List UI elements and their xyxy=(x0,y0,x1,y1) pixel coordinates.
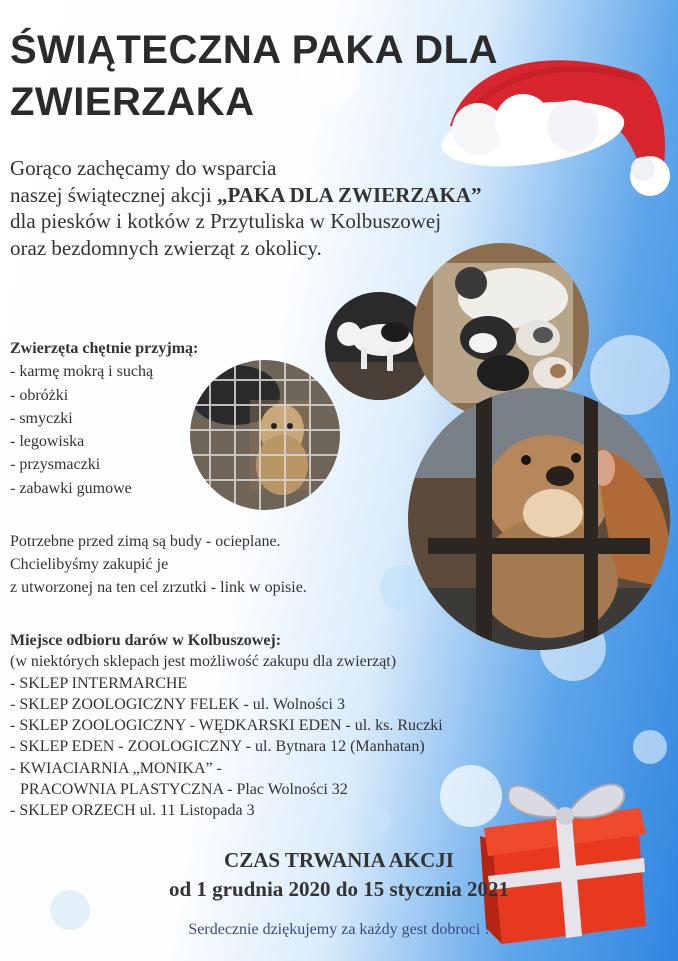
place-item: - SKLEP ZOOLOGICZNY FELEK - ul. Wolności 3 xyxy=(10,695,345,713)
intro-line-prefix: naszej świątecznej akcji xyxy=(10,182,217,207)
thanks-text: Serdecznie dziękujemy za każdy gest dobroci ! xyxy=(188,921,490,938)
place-item: - SKLEP ORZECH ul. 11 Listopada 3 xyxy=(10,802,255,820)
kennels-line: Chcielibyśmy zakupić je xyxy=(10,556,169,573)
place-item: - SKLEP EDEN - ZOOLOGICZNY - ul. Bytnara 12 (Manhatan) xyxy=(10,738,425,756)
needs-item: - smyczki xyxy=(10,409,73,427)
bubble xyxy=(590,335,670,415)
places-heading: Miejsce odbioru darów w Kolbuszowej: xyxy=(10,632,282,649)
page-title xyxy=(10,24,498,128)
intro-line: dla piesków i kotków z Przytuliska w Kolbuszowej xyxy=(10,209,442,233)
needs-heading: Zwierzęta chętnie przyjmą: xyxy=(10,340,199,357)
place-item: PRACOWNIA PLASTYCZNA - Plac Wolności 32 xyxy=(20,781,348,799)
photo-dog-bars xyxy=(408,388,670,650)
place-item: - SKLEP INTERMARCHE xyxy=(10,674,188,692)
kennels-text xyxy=(10,530,307,599)
kennels-line: Potrzebne przed zimą są budy - ocieplane. xyxy=(10,533,281,550)
needs-list xyxy=(10,337,198,500)
dropoff-places xyxy=(10,630,443,822)
needs-item: - przysmaczki xyxy=(10,456,101,474)
kennels-line: z utworzonej na ten cel zrzutki - link w opisie. xyxy=(10,579,307,596)
needs-item: - karmę mokrą i suchą xyxy=(10,363,154,381)
campaign-dates: od 1 grudnia 2020 do 15 stycznia 2021 xyxy=(168,877,510,901)
place-item: - KWIACIARNIA „MONIKA” - xyxy=(10,759,222,777)
place-item: - SKLEP ZOOLOGICZNY - WĘDKARSKI EDEN - ul. ks. Ruczki xyxy=(10,717,443,735)
needs-item: - zabawki gumowe xyxy=(10,479,132,497)
campaign-heading: CZAS TRWANIA AKCJI xyxy=(224,848,454,872)
photo-dog-cage xyxy=(190,360,340,510)
intro-line xyxy=(10,182,481,209)
title-line-1: ŚWIĄTECZNA PAKA DLA xyxy=(10,28,498,72)
needs-item: - legowiska xyxy=(10,433,85,451)
intro-line: Gorąco zachęcamy do wsparcia xyxy=(10,156,277,180)
title-line-2: ZWIERZAKA xyxy=(10,80,255,124)
places-note: (w niektórych sklepach jest możliwość zakupu dla zwierząt) xyxy=(10,653,397,671)
bubble xyxy=(633,730,667,764)
needs-item: - obróżki xyxy=(10,386,69,404)
campaign-name: „PAKA DLA ZWIERZAKA” xyxy=(216,182,482,207)
intro-line: oraz bezdomnych zwierząt z okolicy. xyxy=(10,235,322,260)
intro-text xyxy=(10,155,481,261)
